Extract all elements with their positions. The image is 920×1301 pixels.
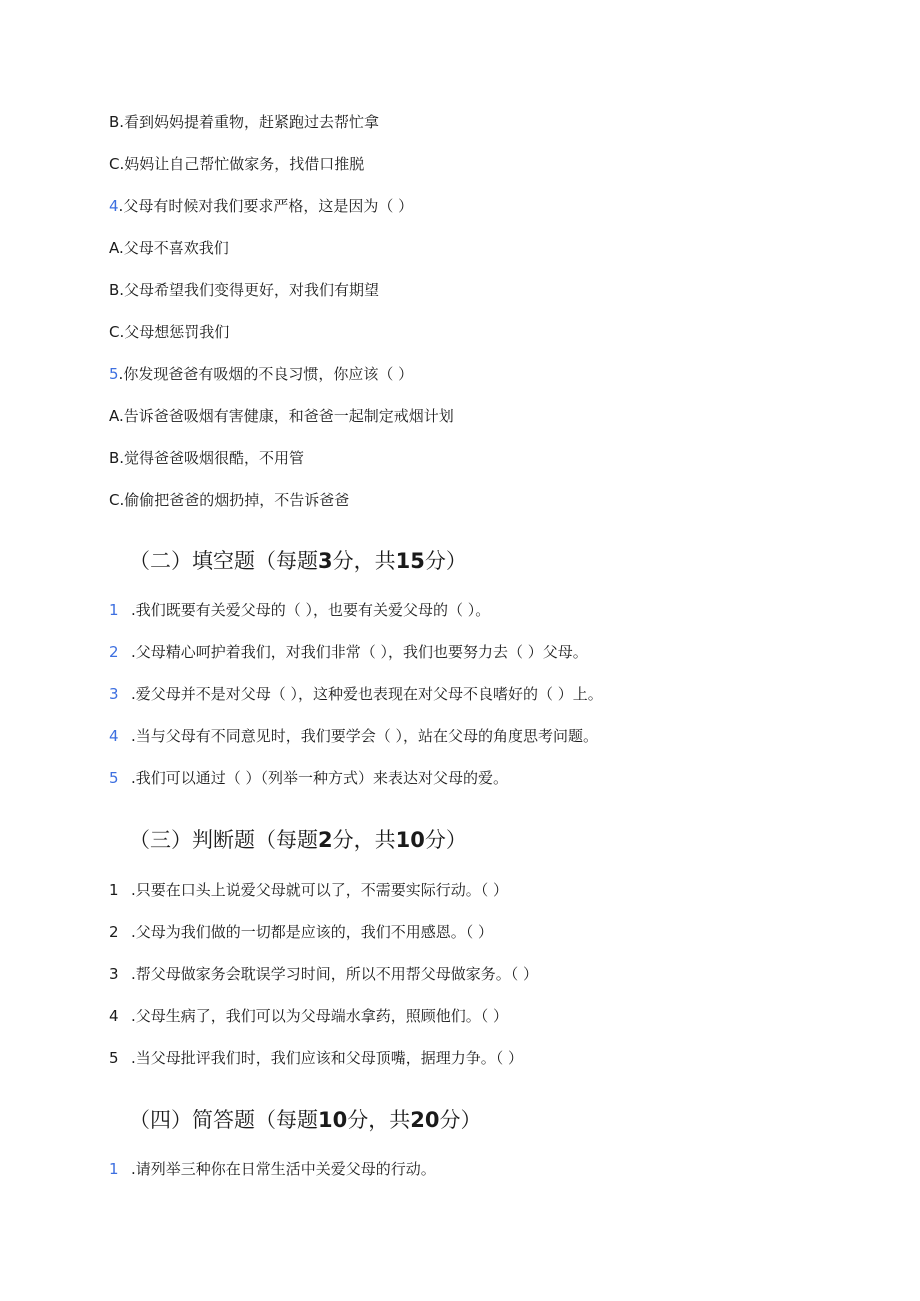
true-false-item [109, 1047, 523, 1069]
item-text: .父母生病了，我们可以为父母端水拿药，照顾他们。（ ） [131, 1007, 509, 1025]
item-number: 4 [109, 1007, 119, 1025]
true-false-item [109, 963, 538, 985]
item-number: 4 [109, 727, 119, 745]
section-heading-true-false: （三）判断题（每题2分，共10分） [129, 828, 467, 852]
item-text: .只要在口头上说爱父母就可以了，不需要实际行动。（ ） [131, 881, 509, 899]
item-text: .当与父母有不同意见时，我们要学会（ ），站在父母的角度思考问题。 [131, 727, 599, 745]
fill-blank-item [109, 683, 603, 705]
question-5 [109, 363, 413, 385]
q3-option-b: B.看到妈妈提着重物，赶紧跑过去帮忙拿 [109, 113, 380, 131]
item-text: .我们既要有关爱父母的（ ），也要有关爱父母的（ ）。 [131, 601, 491, 619]
true-false-item [109, 921, 493, 943]
q4-option-b: B.父母希望我们变得更好，对我们有期望 [109, 281, 380, 299]
item-number: 3 [109, 685, 119, 703]
question-text: .你发现爸爸有吸烟的不良习惯，你应该（ ） [118, 365, 414, 383]
section-heading-short-answer: （四）简答题（每题10分，共20分） [129, 1108, 482, 1132]
q5-option-b: B.觉得爸爸吸烟很酷，不用管 [109, 449, 305, 467]
fill-blank-item [109, 599, 490, 621]
q3-option-c: C.妈妈让自己帮忙做家务，找借口推脱 [109, 155, 365, 173]
section-heading-fill-blank: （二）填空题（每题3分，共15分） [129, 549, 467, 573]
item-number: 5 [109, 769, 119, 787]
true-false-item [109, 879, 508, 901]
question-number: 4 [109, 197, 119, 215]
item-text: .我们可以通过（ ）（列举一种方式）来表达对父母的爱。 [131, 769, 509, 787]
item-number: 2 [109, 643, 119, 661]
question-number: 5 [109, 365, 119, 383]
item-number: 3 [109, 965, 119, 983]
question-4 [109, 195, 413, 217]
item-number: 1 [109, 1160, 119, 1178]
item-number: 2 [109, 923, 119, 941]
item-number: 5 [109, 1049, 119, 1067]
q5-option-c: C.偷偷把爸爸的烟扔掉，不告诉爸爸 [109, 491, 350, 509]
fill-blank-item [109, 767, 508, 789]
item-text: .父母为我们做的一切都是应该的，我们不用感恩。（ ） [131, 923, 494, 941]
item-text: .当父母批评我们时，我们应该和父母顶嘴，据理力争。（ ） [131, 1049, 524, 1067]
true-false-item [109, 1005, 508, 1027]
fill-blank-item [109, 641, 588, 663]
short-answer-item [109, 1158, 436, 1180]
q4-option-c: C.父母想惩罚我们 [109, 323, 230, 341]
question-text: .父母有时候对我们要求严格，这是因为（ ） [118, 197, 414, 215]
item-text: .帮父母做家务会耽误学习时间，所以不用帮父母做家务。（ ） [131, 965, 539, 983]
q5-option-a: A.告诉爸爸吸烟有害健康，和爸爸一起制定戒烟计划 [109, 407, 454, 425]
item-number: 1 [109, 881, 119, 899]
item-number: 1 [109, 601, 119, 619]
item-text: .父母精心呵护着我们，对我们非常（ ），我们也要努力去（ ）父母。 [131, 643, 588, 661]
item-text: .爱父母并不是对父母（ ），这种爱也表现在对父母不良嗜好的（ ）上。 [131, 685, 603, 703]
q4-option-a: A.父母不喜欢我们 [109, 239, 229, 257]
item-text: .请列举三种你在日常生活中关爱父母的行动。 [131, 1160, 436, 1178]
fill-blank-item [109, 725, 598, 747]
